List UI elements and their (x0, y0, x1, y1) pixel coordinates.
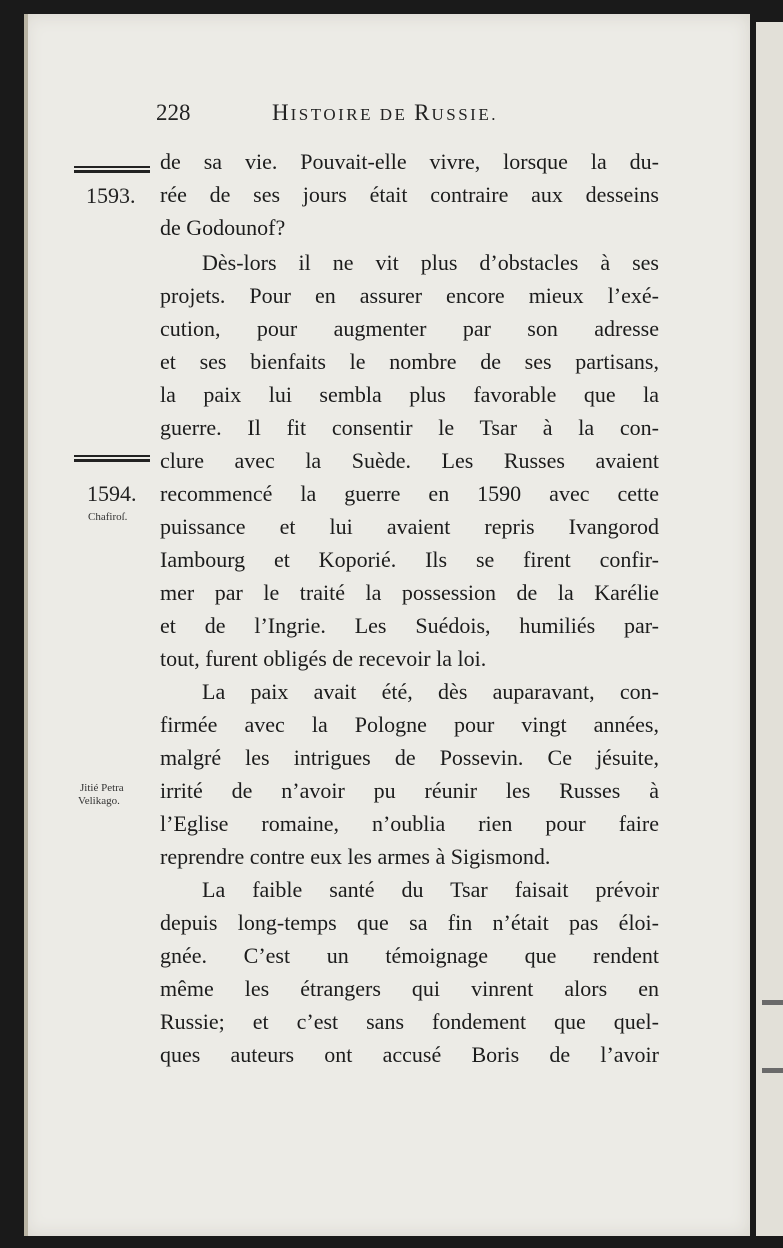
text-line: puissance et lui avaient repris Ivangorod (160, 514, 659, 539)
text-line: Russie; et c’est sans fondement que quel- (160, 1009, 659, 1034)
margin-year: 1594. (87, 481, 137, 506)
text-line: guerre. Il fit consentir le Tsar à la con- (160, 415, 659, 440)
text-line: firmée avec la Pologne pour vingt années, (160, 712, 659, 737)
text-line: La paix avait été, dès auparavant, con- (202, 679, 659, 704)
text-line: malgré les intrigues de Possevin. Ce jésuite, (160, 745, 659, 770)
text-line: cution, pour augmenter par son adresse (160, 316, 659, 341)
text-line: depuis long-temps que sa fin n’était pas éloi- (160, 910, 659, 935)
margin-rule (74, 166, 150, 173)
title-smallcaps: ISTOIRE DE (290, 105, 415, 124)
text-line: Iambourg et Koporié. Ils se firent confir- (160, 547, 659, 572)
margin-year: 1593. (86, 183, 136, 208)
text-line: de sa vie. Pouvait-elle vivre, lorsque la du- (160, 149, 659, 174)
facing-page-mark (762, 1000, 783, 1005)
text-line: recommencé la guerre en 1590 avec cette (160, 481, 659, 506)
text-line: même les étrangers qui vinrent alors en (160, 976, 659, 1001)
facing-page-edge (756, 22, 783, 1236)
text-line: reprendre contre eux les armes à Sigismond. (160, 844, 551, 869)
text-line: l’Eglise romaine, n’oublia rien pour faire (160, 811, 659, 836)
page-gutter-edge (24, 14, 28, 1236)
text-line: Dès-lors il ne vit plus d’obstacles à ses (202, 250, 659, 275)
text-line: projets. Pour en assurer encore mieux l’exé- (160, 283, 659, 308)
text-line: la paix lui sembla plus favorable que la (160, 382, 659, 407)
margin-source-note: Chafiroſ. (88, 511, 128, 523)
text-line: de Godounof? (160, 215, 286, 240)
margin-rule (74, 455, 150, 462)
text-line: La faible santé du Tsar faisait prévoir (202, 877, 659, 902)
running-header (0, 100, 783, 134)
text-line: mer par le traité la possession de la Karélie (160, 580, 659, 605)
margin-source-note: Velikago. (78, 795, 120, 807)
title-initial: R (414, 100, 432, 125)
text-line: ques auteurs ont accusé Boris de l’avoir (160, 1042, 659, 1067)
margin-source-note: Jitié Petra (80, 782, 124, 794)
title-smallcaps: USSIE. (431, 105, 498, 124)
text-line: et de l’Ingrie. Les Suédois, humiliés par- (160, 613, 659, 638)
running-title (272, 100, 498, 126)
text-line: rée de ses jours était contraire aux desseins (160, 182, 659, 207)
text-line: irrité de n’avoir pu réunir les Russes à (160, 778, 659, 803)
page-number: 228 (156, 100, 191, 125)
title-initial: H (272, 100, 291, 125)
text-line: tout, furent obligés de recevoir la loi. (160, 646, 487, 671)
text-line: gnée. C’est un témoignage que rendent (160, 943, 659, 968)
facing-page-mark (762, 1068, 783, 1073)
text-line: clure avec la Suède. Les Russes avaient (160, 448, 659, 473)
text-line: et ses bienfaits le nombre de ses partisans, (160, 349, 659, 374)
